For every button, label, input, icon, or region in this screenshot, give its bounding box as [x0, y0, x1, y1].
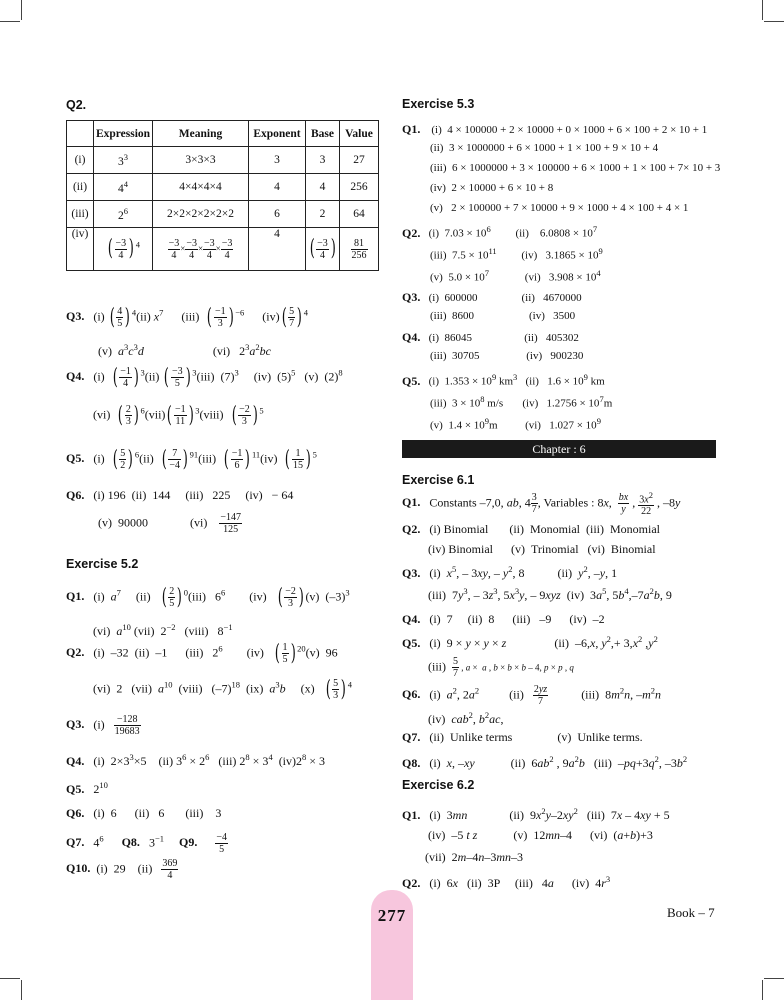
e61-q3: Q3. (i) $x^5$, – 3xy, – $y^2$, 8 (ii) $y^2$, –y, 1 — [402, 564, 618, 580]
table-header: Value — [340, 121, 379, 147]
e52-q2: Q2. (i) –32 (ii) –1 (iii) $2^6$ (iv) ( $\frac{1}{5}$ ) $^{20}$(v) 96 — [66, 640, 338, 666]
e53-q5: Q5. (i) $1.353 \times 10^9$ $km^3$ (ii) $1.6 \times 10^9$ km — [402, 372, 605, 388]
e52-q5: Q5. $2^{10}$ — [66, 780, 108, 796]
e52-q1: Q1. (i) $a^7$ (ii) ( $\frac{2}{5}$ ) $^0$(iii) $6^6$ (iv) ( $\frac{-2}{3}$ ) (v) $(-3)^3$ — [66, 584, 350, 610]
e53-q1: Q1. (i) 4 × 100000 + 2 × 10000 + 0 × 1000 + 6 × 100 + 2 × 10 + 1 — [402, 122, 708, 136]
q4-answer-cont: (vi) ( $\frac{2}{3}$ ) $^6$(vii)( $\frac{-1}{11}$ ) $^3$(viii) ( $\frac{-2}{3}$ ) $^5$ — [93, 402, 264, 428]
exercise-5-2-heading: Exercise 5.2 — [66, 557, 139, 571]
crop-mark — [764, 978, 784, 979]
table-header: Base — [306, 121, 340, 147]
crop-mark — [762, 0, 763, 20]
crop-mark — [762, 980, 763, 1000]
e61-q8: Q8. (i) x, –xy (ii) $6ab^2$ , $9a^2b$ (iii) $-pq+3q^2$, $-3b^2$ — [402, 754, 688, 770]
exercise-5-3-heading: Exercise 5.3 — [402, 97, 475, 111]
e52-q4: Q4. (i) $2\times 3^3\times 5$ (ii) $3^6 \times 2^6$ (iii) $2^8 \times 3^4$ $(iv)2^8 \times 3$ — [66, 752, 326, 768]
e52-q7-q9: Q7. $4^6$ Q8. $3^{-1}$ Q9. $\frac{-4}{5}$ — [66, 832, 227, 855]
exercise-6-1-heading: Exercise 6.1 — [402, 473, 475, 487]
crop-mark — [764, 21, 784, 22]
q6-answer-cont: (v) 90000 (vi) $\frac{-147}{125}$ — [98, 512, 241, 535]
e53-q4: Q4. (i) 86045 (ii) 405302 — [402, 330, 579, 344]
crop-mark — [0, 978, 20, 979]
book-label: Book – 7 — [667, 905, 715, 920]
q5-answer: Q5. (i) ( $\frac{5}{2}$ ) $^6$(ii) ( $\frac{7}{-4}$ ) $^{91}$(iii) ( $\frac{-1}{6}$ ) $^{11}$(iv) ( $\frac{1}{15}$ ) $^5$ — [66, 446, 317, 472]
q3-answer: Q3. (i) ( $\frac{4}{5}$ ) $^4$(ii) $x^7$ (iii) ( $\frac{-1}{3}$ ) $^{-6}$ (iv)( $\frac{5}{7}$ ) $^4$ — [66, 304, 308, 330]
crop-mark — [21, 0, 22, 20]
e61-q4: Q4. (i) 7 (ii) 8 (iii) –9 (iv) –2 — [402, 612, 605, 626]
e53-q3: Q3. (i) 600000 (ii) 4670000 — [402, 290, 582, 304]
e62-q2: Q2. (i) 6x (ii) 3P (iii) 4a (iv) $4r^3$ — [402, 874, 611, 890]
exponent-table — [66, 120, 379, 271]
e52-q2-cont: (vi) 2 (vii) $a^{10}$ (viii) $(-7)^{18}$ (ix) $a^3b$ (x) ( $\frac{5}{3}$ ) $^4$ — [93, 676, 353, 702]
chapter-6-banner: Chapter : 6 — [402, 440, 716, 458]
e52-q1-cont: (vi) $a^{10}$ (vii) $2^{-2}$ (viii) $8^{-1}$ — [93, 622, 233, 638]
e61-q1: Q1. Constants –7,0, ab, 4 $\frac{3}{7}$ , Variables : 8x, $\frac{bx}{y}$ , $\frac{3x^2}{22}$ , –8y — [402, 490, 681, 518]
e52-q3: Q3. (i) $\frac{-128}{19683}$ — [66, 714, 140, 737]
table-header: Meaning — [153, 121, 249, 147]
q4-answer: Q4. (i) ( $\frac{-1}{4}$ ) $^3$(ii) ( $\frac{-3}{5}$ ) $^3$(iii) $(7)^3$ (iv) $(5)^5$ (v) $(2)^8$ — [66, 364, 343, 390]
table-header: Expression — [94, 121, 153, 147]
table-row: (i) $3^3$ 3×3×3 3 3 27 — [67, 147, 379, 174]
table-header: Exponent — [249, 121, 306, 147]
table-row: (ii) $4^4$ 4×4×4×4 4 4 256 — [67, 174, 379, 201]
e61-q5: Q5. (i) 9 × y × y × z (ii) –6,x, $y^2,+ 3,x^2$ $,y^2$ — [402, 634, 658, 650]
e61-q7: Q7. (ii) Unlike terms (v) Unlike terms. — [402, 730, 643, 744]
exercise-6-2-heading: Exercise 6.2 — [402, 778, 475, 792]
e61-q2: Q2. (i) Binomial (ii) Monomial (iii) Monomial — [402, 522, 660, 536]
crop-mark — [0, 21, 20, 22]
q2-heading: Q2. — [66, 98, 87, 112]
e52-q6: Q6. (i) 6 (ii) 6 (iii) 3 — [66, 806, 222, 820]
q6-answer: Q6. (i) 196 (ii) 144 (iii) 225 (iv) − 64 — [66, 488, 294, 502]
table-header-row — [67, 121, 379, 147]
e61-q6: Q6. (i) $a^2$, $2a^2$ (ii) $\frac{2yz}{7}$ (iii) $8m^2n$, $-m^2n$ — [402, 684, 662, 707]
crop-mark — [21, 980, 22, 1000]
table-row: (iv) ( $\frac{-3}{4}$ ) $^4$ $\frac{-3}{4}$ × $\frac{-3}{4}$ × $\frac{-3}{4}$ × $\frac{-3}{4}$ 4 ( $\frac{-3}{4}$ ) $\frac{81}{256}$ — [67, 228, 379, 271]
table-row: (iii) $2^6$ 2×2×2×2×2×2 6 2 64 — [67, 201, 379, 228]
page-number: 277 — [377, 906, 407, 925]
e52-q10: Q10. (i) 29 (ii) $\frac{369}{4}$ — [66, 858, 178, 881]
e53-q2: Q2. (i) $7.03 \times 10^6$ (ii) $6.0808 \times 10^7$ — [402, 224, 598, 240]
e62-q1: Q1. (i) 3mn (ii) $9x^2y-2xy^2$ (iii) 7x – 4xy + 5 — [402, 806, 670, 822]
q3-answer-cont: (v) $a^3c^3d$ (vi) $2^3a^2bc$ — [98, 342, 271, 358]
